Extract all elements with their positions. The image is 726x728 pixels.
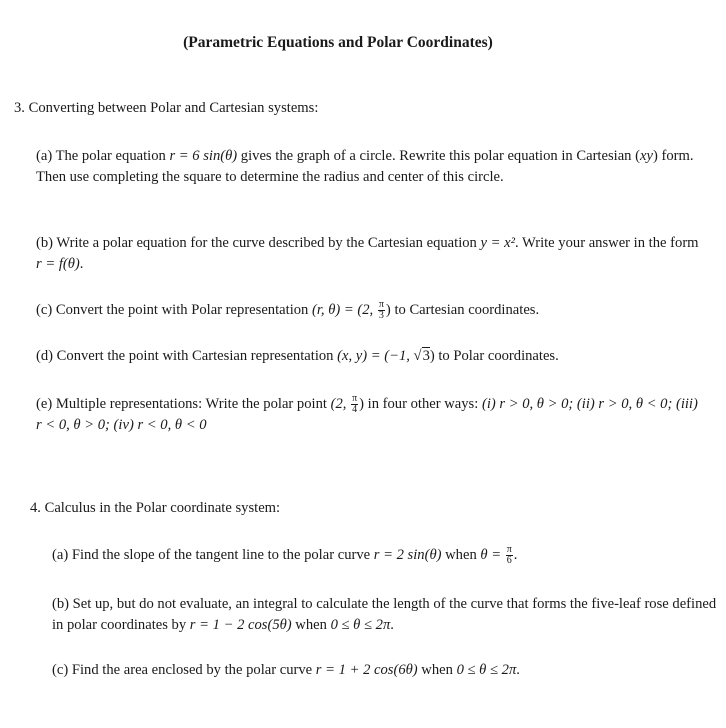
problem-4b-text-2: when [291,617,331,633]
case-i-condition: r > 0, θ > 0; [495,396,577,412]
problem-3e-text: (e) Multiple representations: Write the polar point [36,396,331,412]
fraction-denominator: 3 [378,310,384,322]
page-title: (Parametric Equations and Polar Coordinates) [183,34,493,51]
problem-3c-equation: (r, θ) = (2, [312,302,377,318]
problem-3b-text-3: . [79,256,84,272]
problem-3d-text-2: to Polar coordinates. [434,348,559,364]
problem-3a-text-2: gives the graph of a circle. Rewrite this polar equation in Cartesian ( [237,148,640,164]
problem-4c-text: (c) Find the area enclosed by the polar curve [52,662,316,678]
problem-3d-radicand: 3 [422,348,430,364]
problem-4a-period: . [513,547,518,563]
problem-4c-condition: 0 ≤ θ ≤ 2π [456,662,517,678]
problem-4a-fraction [506,545,513,566]
problem-3d [36,346,706,367]
problem-4a-text: (a) Find the slope of the tangent line to the polar curve [52,547,374,563]
problem-3b-equation: y = x² [480,235,515,251]
problem-4c [52,660,720,681]
problem-3e [36,394,706,436]
problem-3a-equation: r = 6 sin(θ) [169,148,238,164]
problem-3c-paren: ) [385,302,391,318]
problem-3b-form: r = f(θ) [36,256,80,272]
problem-3a-text-3: ) form. Then use completing the square to determine the radius and center of this circle. [36,148,694,185]
problem-3c [36,300,706,321]
problem-3b [36,233,706,275]
case-iv-label: (iv) [113,417,134,434]
fraction-numerator: π [352,393,358,405]
problem-4b-period: . [390,617,394,633]
problem-4a-condition: θ = [480,547,505,563]
case-iii-condition: r < 0, θ > 0; [36,417,114,434]
problem-3b-text-2: . Write your answer in the form [514,235,699,251]
problem-4c-equation: r = 1 + 2 cos(6θ) [315,662,418,678]
section-4-heading: 4. Calculus in the Polar coordinate system: [30,500,281,516]
problem-3a [36,146,706,188]
problem-4c-period: . [516,662,520,678]
problem-3e-fraction [351,394,358,415]
problem-4b-condition: 0 ≤ θ ≤ 2π [330,617,391,633]
case-i-label: (i) [481,396,496,412]
problem-3e-text-2: in four other ways: [364,396,482,412]
problem-3e-point: (2, [330,396,351,412]
problem-4b-equation: r = 1 − 2 cos(5θ) [189,617,292,633]
problem-3c-text: (c) Convert the point with Polar representation [36,302,312,318]
problem-3c-text-2: to Cartesian coordinates. [390,302,540,318]
fraction-denominator: 6 [506,555,512,567]
fraction-numerator: π [506,544,512,556]
problem-4a [52,545,720,566]
problem-4a-text-2: when [441,547,481,563]
section-3-heading: 3. Converting between Polar and Cartesian systems: [14,100,319,116]
case-iv-condition: r < 0, θ < 0 [133,417,207,434]
case-iii-label: (iii) [675,396,698,412]
fraction-denominator: 4 [352,404,358,416]
problem-4c-text-2: when [417,662,457,678]
problem-3c-fraction [378,300,385,321]
problem-3a-xy: xy [639,148,653,164]
problem-3d-text: (d) Convert the point with Cartesian representation [36,348,338,364]
case-ii-label: (ii) [576,396,595,412]
problem-3e-paren: ) [359,396,364,412]
fraction-numerator: π [378,299,384,311]
problem-4b-text: (b) Set up, but do not evaluate, an integral to calculate the length of the curve that forms the five-leaf rose defined in polar coordinates by [52,596,717,633]
problem-3a-text: (a) The polar equation [36,148,170,164]
problem-3b-text: (b) Write a polar equation for the curve described by the Cartesian equation [36,235,481,251]
problem-4b [52,594,720,636]
problem-4a-equation: r = 2 sin(θ) [373,547,442,563]
case-ii-condition: r > 0, θ < 0; [594,396,676,412]
problem-3d-paren: ) [429,348,435,364]
problem-3d-equation: (x, y) = (−1, √ [337,348,422,364]
